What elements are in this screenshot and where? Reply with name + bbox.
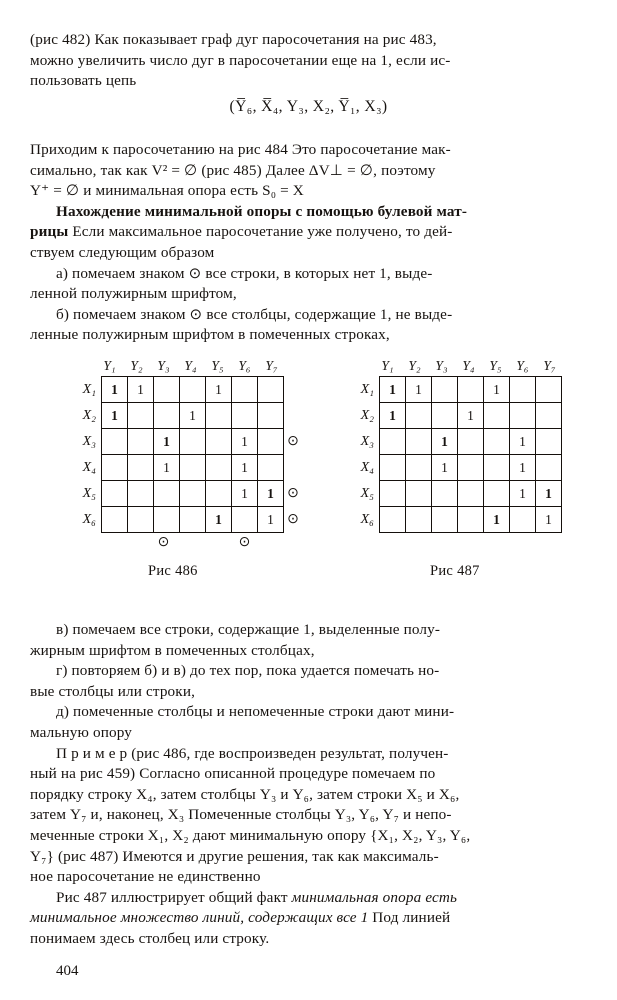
paragraph-2-line-1: Приходим к паросочетанию на рис 484 Это паросочетание мак- <box>30 141 451 158</box>
row-label-4: X₄ <box>360 459 374 475</box>
paragraph-10-italic-a: минимальная опора есть <box>291 888 458 906</box>
matrix-cell: 1 <box>536 507 562 533</box>
paragraph-9-line-7: ное паросочетание не единственно <box>30 868 261 886</box>
paragraph-8-line-2: мальную опору <box>30 723 133 741</box>
matrix-row <box>348 377 580 403</box>
matrix-cell <box>536 403 562 429</box>
matrix-cell <box>128 455 154 481</box>
matrix-cell: 1 <box>484 377 510 403</box>
matrix-row <box>70 429 302 455</box>
matrix-cell <box>406 455 432 481</box>
matrix-cell <box>458 507 484 533</box>
page-number: 404 <box>56 963 79 979</box>
figure-486-column-marks <box>96 534 302 551</box>
matrix-row <box>348 403 580 429</box>
matrix-cell <box>102 455 128 481</box>
paragraph-8-line-1: д) помеченные столбцы и непомеченные строки дают мини- <box>56 703 455 721</box>
matrix-cell: 1 <box>380 377 406 403</box>
row-mark: ⊙ <box>287 434 299 449</box>
paragraph-3-line-1 <box>30 202 587 223</box>
paragraph-3-line-3: ствуем следующим образом <box>30 243 215 261</box>
matrix-cell: 1 <box>406 377 432 403</box>
matrix-cell <box>510 377 536 403</box>
paragraph-9-line-6: Y₇} (рис 487) Имеются и другие решения, так как максималь- <box>30 847 439 865</box>
paragraph-10-italic-b: минимальное множество линий, содержащих все 1 <box>30 909 369 927</box>
heading-bold-part-2: рицы <box>30 223 69 241</box>
row-mark <box>284 377 303 403</box>
matrix-cell <box>128 507 154 533</box>
bottom-text-block <box>30 620 587 950</box>
matrix-cell <box>380 507 406 533</box>
matrix-cell <box>432 377 458 403</box>
col-label-7: Y₇ <box>543 358 556 373</box>
matrix-cell <box>458 429 484 455</box>
figure-487-column-labels <box>374 358 580 374</box>
paragraph-9-line-5: меченные строки X₁, X₂ дают минимальную опору {X₁, X₂, Y₃, Y₆, <box>30 826 471 844</box>
matrix-cell <box>484 455 510 481</box>
matrix-cell <box>102 507 128 533</box>
paragraph-1-line-2: можно увеличить число дуг в паросочетании еще на 1, если ис- <box>30 51 451 69</box>
paragraph-3-rest: Если максимальное паросочетание уже получено, то дей- <box>68 223 453 241</box>
row-label-1: X₁ <box>360 381 374 397</box>
matrix-cell <box>432 507 458 533</box>
mid-text-block <box>30 140 587 346</box>
paragraph-5-line-2: ленные полужирным шрифтом в помеченных строках, <box>30 326 390 344</box>
matrix-cell <box>154 377 180 403</box>
col-mark-7 <box>258 534 285 551</box>
paragraph-10-line-1 <box>30 888 587 909</box>
paragraph-7-line-2: вые столбцы или строки, <box>30 682 196 700</box>
paragraph-6-line-1: в) помечаем все строки, содержащие 1, выделенные полу- <box>56 621 441 638</box>
figure-486 <box>70 358 302 551</box>
matrix-cell <box>180 507 206 533</box>
matrix-cell: 1 <box>102 403 128 429</box>
row-mark <box>562 429 581 455</box>
figure-487-caption: Рис 487 <box>430 563 480 579</box>
matrix-cell: 1 <box>510 429 536 455</box>
matrix-cell <box>536 377 562 403</box>
figure-486-caption: Рис 486 <box>148 563 198 579</box>
figure-487-matrix <box>348 376 580 533</box>
row-mark <box>562 507 581 533</box>
row-label-5: X₅ <box>82 485 96 501</box>
matrix-cell <box>128 403 154 429</box>
col-label-1: Y₁ <box>381 358 394 373</box>
matrix-cell <box>102 429 128 455</box>
row-label-4: X₄ <box>82 459 96 475</box>
matrix-cell: 1 <box>510 481 536 507</box>
matrix-cell <box>258 455 284 481</box>
matrix-row <box>70 455 302 481</box>
col-mark-2 <box>123 534 150 551</box>
col-label-5: Y₅ <box>489 358 502 373</box>
matrix-cell: 1 <box>458 403 484 429</box>
matrix-cell: 1 <box>380 403 406 429</box>
paragraph-1-line-1: (рис 482) Как показывает граф дуг паросочетания на рис 483, <box>30 31 437 48</box>
row-label-2: X₂ <box>82 407 96 423</box>
matrix-cell <box>258 377 284 403</box>
matrix-row <box>70 403 302 429</box>
paragraph-10-line-3: понимаем здесь столбец или строку. <box>30 929 270 947</box>
row-mark <box>562 455 581 481</box>
matrix-cell <box>380 455 406 481</box>
matrix-row <box>348 455 580 481</box>
row-label-6: X₆ <box>360 511 374 527</box>
paragraph-10-plain-b: Под линией <box>368 909 451 927</box>
col-label-6: Y₆ <box>238 358 251 373</box>
matrix-cell <box>406 481 432 507</box>
matrix-cell <box>406 429 432 455</box>
matrix-cell <box>102 481 128 507</box>
col-label-3: Y₃ <box>435 358 448 373</box>
chain-formula: (Y̅₆, X̅₄, Y₃, X₂, Y̅₁, X₃) <box>229 97 388 115</box>
matrix-cell: 1 <box>536 481 562 507</box>
row-mark: ⊙ <box>287 486 299 501</box>
matrix-cell: 1 <box>232 455 258 481</box>
matrix-cell: 1 <box>128 377 154 403</box>
matrix-cell <box>154 403 180 429</box>
matrix-cell: 1 <box>232 429 258 455</box>
paragraph-3-line-2 <box>30 222 587 243</box>
matrix-cell <box>206 429 232 455</box>
row-mark <box>562 377 581 403</box>
col-mark-6: ⊙ <box>238 535 251 550</box>
paragraph-5-line-1: б) помечаем знаком ⊙ все столбцы, содержащие 1, не выде- <box>56 305 453 323</box>
matrix-cell <box>380 429 406 455</box>
col-label-7: Y₇ <box>265 358 278 373</box>
row-label-3: X₃ <box>82 433 96 449</box>
matrix-row <box>70 481 302 507</box>
row-label-5: X₅ <box>360 485 374 501</box>
paragraph-10-line-2 <box>30 908 587 929</box>
paragraph-4-line-1: а) помечаем знаком ⊙ все строки, в которых нет 1, выде- <box>56 264 433 282</box>
matrix-cell: 1 <box>206 507 232 533</box>
col-mark-5 <box>204 534 231 551</box>
paragraph-9-line-4: затем Y₇ и, наконец, X₃ Помеченные столбцы Y₃, Y₆, Y₇ и непо- <box>30 806 452 824</box>
paragraph-2-line-3: Y⁺ = ∅ и минимальная опора есть S₀ = X <box>30 182 304 200</box>
matrix-cell: 1 <box>432 429 458 455</box>
matrix-cell <box>206 455 232 481</box>
col-label-6: Y₆ <box>516 358 529 373</box>
figure-486-column-labels <box>96 358 302 374</box>
top-text-block <box>30 30 587 120</box>
matrix-row <box>348 429 580 455</box>
matrix-cell <box>232 377 258 403</box>
paragraph-4-line-2: ленной полужирным шрифтом, <box>30 285 237 303</box>
row-label-2: X₂ <box>360 407 374 423</box>
col-mark-3: ⊙ <box>157 535 170 550</box>
matrix-cell: 1 <box>206 377 232 403</box>
matrix-cell <box>406 403 432 429</box>
matrix-cell: 1 <box>180 403 206 429</box>
matrix-cell <box>154 507 180 533</box>
matrix-cell <box>232 507 258 533</box>
heading-bold-part-1: Нахождение минимальной опоры с помощью булевой мат- <box>56 202 468 220</box>
col-label-1: Y₁ <box>103 358 116 373</box>
matrix-cell: 1 <box>154 455 180 481</box>
matrix-cell <box>484 403 510 429</box>
matrix-cell <box>128 481 154 507</box>
figure-487 <box>348 358 580 534</box>
row-mark: ⊙ <box>287 512 299 527</box>
matrix-row <box>70 507 302 533</box>
col-mark-4 <box>177 534 204 551</box>
matrix-cell <box>536 429 562 455</box>
matrix-cell <box>232 403 258 429</box>
row-mark <box>284 455 303 481</box>
matrix-cell: 1 <box>102 377 128 403</box>
matrix-cell <box>180 429 206 455</box>
matrix-row <box>348 481 580 507</box>
row-label-3: X₃ <box>360 433 374 449</box>
paragraph-9-line-3: порядку строку X₄, затем столбцы Y₃ и Y₆, затем строки X₅ и X₆, <box>30 785 460 803</box>
paragraph-9-line-1: П р и м е р (рис 486, где воспроизведен результат, получен- <box>56 744 449 762</box>
col-label-3: Y₃ <box>157 358 170 373</box>
paragraph-10-plain-a: Рис 487 иллюстрирует общий факт <box>56 888 292 906</box>
row-label-1: X₁ <box>82 381 96 397</box>
matrix-cell: 1 <box>154 429 180 455</box>
matrix-cell <box>180 455 206 481</box>
matrix-cell <box>458 455 484 481</box>
matrix-cell <box>484 481 510 507</box>
paragraph-7-line-1: г) повторяем б) и в) до тех пор, пока удается помечать но- <box>56 662 440 680</box>
matrix-cell <box>484 429 510 455</box>
matrix-cell <box>432 403 458 429</box>
row-label-6: X₆ <box>82 511 96 527</box>
paragraph-1-line-3: пользовать цепь <box>30 72 137 90</box>
matrix-cell: 1 <box>258 507 284 533</box>
matrix-cell <box>180 481 206 507</box>
matrix-cell: 1 <box>510 455 536 481</box>
col-mark-1 <box>96 534 123 551</box>
matrix-cell <box>258 429 284 455</box>
paragraph-9-line-2: ный на рис 459) Согласно описанной процедуре помечаем по <box>30 765 436 783</box>
row-mark <box>562 403 581 429</box>
matrix-cell <box>206 403 232 429</box>
matrix-cell <box>432 481 458 507</box>
figures-area <box>30 358 587 598</box>
matrix-cell <box>510 403 536 429</box>
matrix-cell <box>510 507 536 533</box>
matrix-cell <box>406 507 432 533</box>
col-label-2: Y₂ <box>130 358 143 373</box>
matrix-cell <box>458 377 484 403</box>
row-mark <box>562 481 581 507</box>
matrix-cell <box>180 377 206 403</box>
col-label-4: Y₄ <box>184 358 197 373</box>
matrix-row <box>70 377 302 403</box>
figure-486-matrix <box>70 376 302 533</box>
matrix-cell <box>128 429 154 455</box>
matrix-cell <box>258 403 284 429</box>
col-label-5: Y₅ <box>211 358 224 373</box>
col-label-4: Y₄ <box>462 358 475 373</box>
matrix-row <box>348 507 580 533</box>
matrix-cell: 1 <box>484 507 510 533</box>
row-mark <box>284 403 303 429</box>
matrix-cell <box>536 455 562 481</box>
paragraph-2-line-2: симально, так как V² = ∅ (рис 485) Далее ΔV⊥ = ∅, поэтому <box>30 161 436 179</box>
col-label-2: Y₂ <box>408 358 421 373</box>
matrix-cell <box>458 481 484 507</box>
matrix-cell: 1 <box>258 481 284 507</box>
matrix-cell <box>154 481 180 507</box>
matrix-cell <box>380 481 406 507</box>
matrix-cell: 1 <box>432 455 458 481</box>
matrix-cell: 1 <box>232 481 258 507</box>
matrix-cell <box>206 481 232 507</box>
paragraph-6-line-2: жирным шрифтом в помеченных столбцах, <box>30 641 315 659</box>
